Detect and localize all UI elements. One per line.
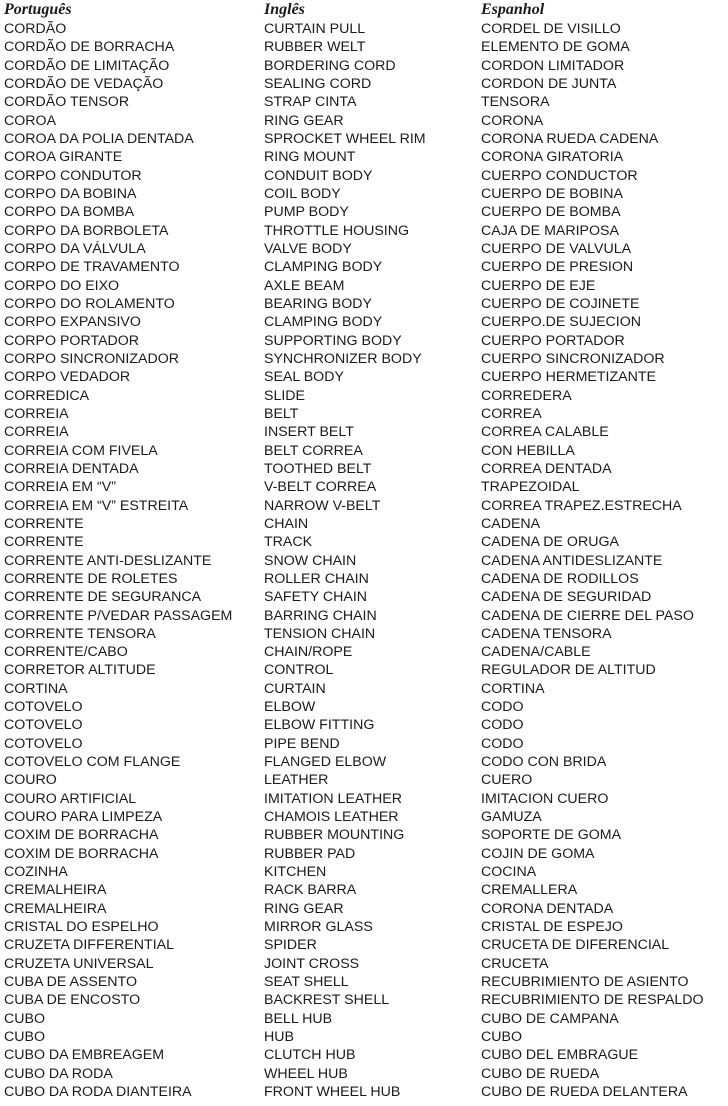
table-row [0,661,728,679]
table-row [0,478,728,496]
term-portuguese: CORPO CONDUTOR [4,167,142,184]
column-headers [0,0,728,20]
term-english: STRAP CINTA [264,94,357,111]
term-spanish: CORDEL DE VISILLO [481,21,621,37]
table-row [0,442,728,460]
table-row [0,93,728,111]
term-spanish: CREMALLERA [481,882,578,899]
term-portuguese: CORRENTE DE SEGURANCA [4,589,202,606]
term-english: SEALING CORD [264,75,372,92]
header-spanish: Espanhol [481,1,545,18]
term-spanish: CORONA [481,112,544,129]
term-english: MIRROR GLASS [264,919,373,936]
table-row [0,1046,728,1064]
term-portuguese: CORRENTE TENSORA [4,625,156,642]
table-row [0,1010,728,1028]
term-english: WHEEL HUB [264,1065,348,1082]
term-portuguese: CORREIA EM “V” [4,479,116,496]
table-row [0,771,728,789]
term-english: ELBOW [264,699,316,716]
term-english: FRONT WHEEL HUB [264,1084,401,1101]
term-english: ROLLER CHAIN [264,570,369,587]
term-spanish: CORDON DE JUNTA [481,75,617,92]
term-portuguese: CORRENTE ANTI-DESLIZANTE [4,552,212,569]
term-english: RUBBER MOUNTING [264,827,405,844]
table-row [0,148,728,166]
term-spanish: COJIN DE GOMA [481,845,595,862]
term-portuguese: COROA [4,112,57,129]
term-english: SAFETY CHAIN [264,589,368,606]
table-row [0,313,728,331]
table-row [0,75,728,93]
table-row [0,1083,728,1101]
table-row [0,588,728,606]
table-row [0,332,728,350]
term-english: TRACK [264,534,313,551]
term-spanish: CAJA DE MARIPOSA [481,222,619,239]
table-row [0,991,728,1009]
term-portuguese: CORPO DO EIXO [4,277,120,294]
term-portuguese: CRUZETA UNIVERSAL [4,955,154,972]
table-row [0,38,728,56]
term-spanish: CORTINA [481,680,545,697]
term-english: SUPPORTING BODY [264,332,402,349]
term-spanish: IMITACION CUERO [481,790,609,807]
term-portuguese: CUBO DA RODA [4,1065,113,1082]
table-row [0,240,728,258]
term-spanish: CON HEBILLA [481,442,575,459]
term-english: TENSION CHAIN [264,625,376,642]
term-portuguese: CORPO DA BOBINA [4,185,137,202]
term-english: BORDERING CORD [264,57,396,74]
table-row [0,277,728,295]
table-row [0,405,728,423]
table-row [0,515,728,533]
table-row [0,387,728,405]
header-english: Inglês [264,1,305,18]
term-english: CONDUIT BODY [264,167,373,184]
term-portuguese: CORPO EXPANSIVO [4,314,141,331]
table-row [0,607,728,625]
term-english: JOINT CROSS [264,955,360,972]
term-english: BELT CORREA [264,442,363,459]
term-english: CHAMOIS LEATHER [264,809,399,826]
table-row [0,955,728,973]
term-portuguese: CRISTAL DO ESPELHO [4,919,159,936]
term-english: BELT [264,405,299,422]
term-spanish: CODO [481,735,524,752]
term-spanish: GAMUZA [481,809,542,826]
term-spanish: CRUCETA [481,955,549,972]
term-portuguese: CORDÃO TENSOR [4,94,130,111]
term-spanish: CORREA CALABLE [481,424,609,441]
table-row [0,698,728,716]
table-row [0,625,728,643]
table-row [0,258,728,276]
table-row [0,222,728,240]
term-portuguese: CORRENTE/CABO [4,644,128,661]
term-spanish: CRUCETA DE DIFERENCIAL [481,937,670,954]
term-portuguese: CORRENTE [4,515,84,532]
term-portuguese: CUBO DA EMBREAGEM [4,1047,165,1064]
term-spanish: CUBO [481,1029,522,1046]
term-portuguese: CORPO DO ROLAMENTO [4,295,175,312]
term-spanish: TENSORA [481,94,550,111]
table-row [0,845,728,863]
table-row [0,130,728,148]
term-spanish: RECUBRIMIENTO DE ASIENTO [481,974,689,991]
term-english: V-BELT CORREA [264,479,377,496]
term-english: INSERT BELT [264,424,354,441]
term-portuguese: CRUZETA DIFFERENTIAL [4,937,174,954]
term-portuguese: CUBO [4,1010,45,1027]
term-spanish: CORREA TRAPEZ.ESTRECHA [481,497,682,514]
term-spanish: CORREA [481,405,542,422]
term-english: CONTROL [264,662,334,679]
term-portuguese: CORPO DA BORBOLETA [4,222,169,239]
term-english: CHAIN [264,515,309,532]
term-spanish: CADENA/CABLE [481,644,591,661]
term-english: IMITATION LEATHER [264,790,402,807]
term-portuguese: CORPO SINCRONIZADOR [4,350,179,367]
table-row [0,295,728,313]
term-portuguese: COURO [4,772,57,789]
term-english: BELL HUB [264,1010,333,1027]
term-spanish: CUERPO.DE SUJECION [481,314,642,331]
term-spanish: CADENA DE RODILLOS [481,570,639,587]
table-row [0,533,728,551]
term-english: PIPE BEND [264,735,340,752]
table-row [0,112,728,130]
table-row [0,881,728,899]
term-portuguese: CORPO DA VÁLVULA [4,240,146,257]
table-row [0,753,728,771]
term-portuguese: CORDÃO DE VEDAÇÃO [4,75,164,92]
table-row [0,900,728,918]
term-english: RACK BARRA [264,882,357,899]
term-portuguese: COTOVELO COM FLANGE [4,754,181,771]
term-spanish: CUERPO CONDUCTOR [481,167,638,184]
table-row [0,57,728,75]
table-row [0,936,728,954]
table-row [0,20,728,38]
term-portuguese: CORREIA COM FIVELA [4,442,158,459]
term-portuguese: COTOVELO [4,717,83,734]
term-portuguese: CUBA DE ENCOSTO [4,992,141,1009]
term-english: SEAL BODY [264,369,344,386]
term-english: RING MOUNT [264,149,356,166]
table-row [0,716,728,734]
glossary-table [0,20,728,1101]
term-portuguese: COTOVELO [4,735,83,752]
term-english: BACKREST SHELL [264,992,390,1009]
term-spanish: CADENA [481,515,541,532]
term-spanish: CUERPO DE EJE [481,277,596,294]
table-row [0,1028,728,1046]
table-row [0,808,728,826]
term-spanish: CUBO DE RUEDA DELANTERA [481,1084,688,1101]
term-spanish: TRAPEZOIDAL [481,479,580,496]
term-portuguese: CORRENTE DE ROLETES [4,570,178,587]
term-spanish: CORREA DENTADA [481,460,612,477]
term-spanish: CORONA RUEDA CADENA [481,130,659,147]
term-spanish: CORDON LIMITADOR [481,57,625,74]
term-portuguese: COROA DA POLIA DENTADA [4,130,194,147]
term-english: BARRING CHAIN [264,607,377,624]
term-spanish: CODO [481,717,524,734]
term-portuguese: CORDÃO DE BORRACHA [4,39,175,56]
term-spanish: CUERPO DE BOMBA [481,204,621,221]
term-spanish: CUERPO DE VALVULA [481,240,632,257]
term-english: SLIDE [264,387,306,404]
term-portuguese: CORRENTE P/VEDAR PASSAGEM [4,607,233,624]
term-spanish: ELEMENTO DE GOMA [481,39,630,56]
term-spanish: CORREDERA [481,387,572,404]
table-row [0,497,728,515]
term-english: RUBBER PAD [264,845,356,862]
term-spanish: CUERPO DE COJINETE [481,295,640,312]
term-english: THROTTLE HOUSING [264,222,410,239]
term-portuguese: COURO ARTIFICIAL [4,790,137,807]
term-spanish: CODO [481,699,524,716]
term-portuguese: CORREIA [4,424,69,441]
term-spanish: COCINA [481,864,537,881]
term-spanish: CUERPO DE PRESION [481,259,634,276]
header-portuguese: Português [4,1,72,18]
table-row [0,735,728,753]
term-spanish: CUERPO SINCRONIZADOR [481,350,665,367]
term-portuguese: CREMALHEIRA [4,882,107,899]
term-english: CLAMPING BODY [264,259,383,276]
term-english: PUMP BODY [264,204,349,221]
table-row [0,826,728,844]
term-portuguese: CUBO DA RODA DIANTEIRA [4,1084,192,1101]
term-portuguese: CORPO DE TRAVAMENTO [4,259,180,276]
table-row [0,918,728,936]
term-portuguese: CORDÃO [4,21,67,37]
term-spanish: CODO CON BRIDA [481,754,607,771]
term-spanish: CUBO DE CAMPANA [481,1010,619,1027]
term-english: KITCHEN [264,864,327,881]
term-spanish: CUERPO HERMETIZANTE [481,369,656,386]
term-portuguese: CUBO [4,1029,45,1046]
term-spanish: CADENA DE ORUGA [481,534,619,551]
term-spanish: CUERPO PORTADOR [481,332,625,349]
term-spanish: CORONA DENTADA [481,900,614,917]
term-spanish: CADENA TENSORA [481,625,612,642]
term-spanish: CRISTAL DE ESPEJO [481,919,623,936]
table-row [0,203,728,221]
table-row [0,350,728,368]
term-spanish: CADENA DE CIERRE DEL PASO [481,607,694,624]
term-english: SPIDER [264,937,317,954]
table-row [0,368,728,386]
table-row [0,790,728,808]
table-row [0,863,728,881]
term-portuguese: CORREIA DENTADA [4,460,139,477]
term-english: BEARING BODY [264,295,373,312]
term-portuguese: CORRETOR ALTITUDE [4,662,156,679]
term-portuguese: CORREIA [4,405,69,422]
term-english: RING GEAR [264,112,344,129]
term-spanish: CUBO DEL EMBRAGUE [481,1047,639,1064]
table-row [0,423,728,441]
term-english: HUB [264,1029,294,1046]
term-english: CHAIN/ROPE [264,644,353,661]
term-portuguese: CUBA DE ASSENTO [4,974,137,991]
term-spanish: CADENA ANTIDESLIZANTE [481,552,663,569]
term-portuguese: COURO PARA LIMPEZA [4,809,163,826]
term-portuguese: CORPO PORTADOR [4,332,140,349]
term-english: ELBOW FITTING [264,717,375,734]
term-portuguese: COROA GIRANTE [4,149,123,166]
term-english: NARROW V-BELT [264,497,381,514]
term-portuguese: COTOVELO [4,699,83,716]
term-spanish: CUERO [481,772,533,789]
term-spanish: CUBO DE RUEDA [481,1065,600,1082]
term-portuguese: CORPO DA BOMBA [4,204,135,221]
term-english: CLAMPING BODY [264,314,383,331]
term-spanish: RECUBRIMIENTO DE RESPALDO [481,992,704,1009]
table-row [0,185,728,203]
table-row [0,643,728,661]
term-portuguese: CORDÃO DE LIMITAÇÃO [4,57,170,74]
table-row [0,973,728,991]
term-portuguese: COXIM DE BORRACHA [4,827,159,844]
term-english: RING GEAR [264,900,344,917]
term-english: SPROCKET WHEEL RIM [264,130,426,147]
table-row [0,1065,728,1083]
term-english: RUBBER WELT [264,39,366,56]
table-row [0,570,728,588]
term-portuguese: CORREDICA [4,387,90,404]
term-spanish: CUERPO DE BOBINA [481,185,623,202]
term-english: COIL BODY [264,185,341,202]
term-english: FLANGED ELBOW [264,754,387,771]
term-portuguese: CREMALHEIRA [4,900,107,917]
term-portuguese: CORREIA EM “V” ESTREITA [4,497,189,514]
term-spanish: CADENA DE SEGURIDAD [481,589,652,606]
term-english: CLUTCH HUB [264,1047,356,1064]
term-english: VALVE BODY [264,240,352,257]
term-english: CURTAIN [264,680,326,697]
term-spanish: SOPORTE DE GOMA [481,827,622,844]
table-row [0,460,728,478]
term-portuguese: CORPO VEDADOR [4,369,131,386]
term-spanish: CORONA GIRATORIA [481,149,624,166]
table-row [0,167,728,185]
term-english: CURTAIN PULL [264,21,366,37]
term-english: AXLE BEAM [264,277,345,294]
term-portuguese: CORTINA [4,680,68,697]
term-portuguese: COXIM DE BORRACHA [4,845,159,862]
table-row [0,552,728,570]
term-english: TOOTHED BELT [264,460,372,477]
term-spanish: REGULADOR DE ALTITUD [481,662,656,679]
term-portuguese: COZINHA [4,864,68,881]
term-english: SEAT SHELL [264,974,349,991]
term-portuguese: CORRENTE [4,534,84,551]
term-english: LEATHER [264,772,329,789]
table-row [0,680,728,698]
term-english: SYNCHRONIZER BODY [264,350,422,367]
term-english: SNOW CHAIN [264,552,357,569]
